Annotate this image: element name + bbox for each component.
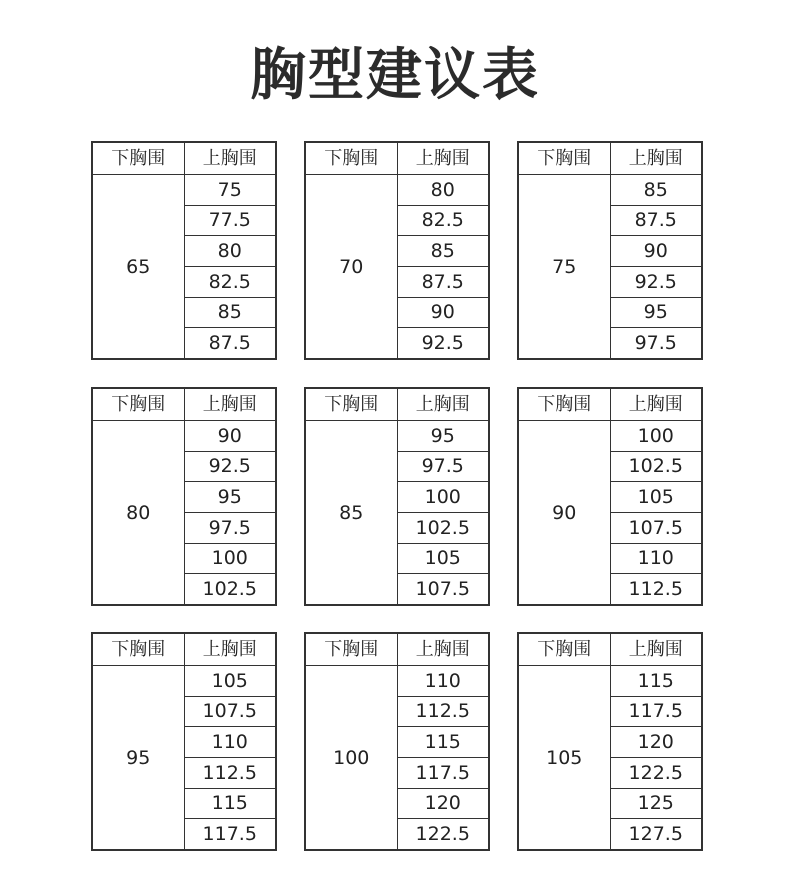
upper-bust-value: 110 — [184, 727, 276, 758]
table-row — [92, 666, 276, 697]
under-bust-header: 下胸围 — [92, 633, 184, 666]
size-table — [304, 387, 490, 606]
under-bust-header: 下胸围 — [92, 388, 184, 421]
upper-bust-value: 107.5 — [610, 512, 702, 543]
upper-bust-value: 82.5 — [184, 266, 276, 297]
upper-bust-value: 95 — [184, 482, 276, 513]
under-bust-value: 95 — [92, 666, 184, 851]
upper-bust-value: 115 — [397, 727, 489, 758]
upper-bust-value: 85 — [184, 297, 276, 328]
under-bust-header: 下胸围 — [518, 388, 610, 421]
upper-bust-value: 80 — [184, 236, 276, 267]
upper-bust-value: 102.5 — [184, 574, 276, 605]
upper-bust-value: 117.5 — [184, 819, 276, 850]
upper-bust-value: 90 — [610, 236, 702, 267]
upper-bust-header: 上胸围 — [184, 388, 276, 421]
upper-bust-value: 92.5 — [184, 451, 276, 482]
under-bust-value: 65 — [92, 175, 184, 360]
upper-bust-header: 上胸围 — [184, 142, 276, 175]
table-row — [92, 175, 276, 206]
upper-bust-value: 122.5 — [610, 757, 702, 788]
upper-bust-value: 110 — [397, 666, 489, 697]
upper-bust-header: 上胸围 — [397, 142, 489, 175]
under-bust-header: 下胸围 — [305, 388, 397, 421]
upper-bust-value: 92.5 — [610, 266, 702, 297]
upper-bust-value: 110 — [610, 543, 702, 574]
table-row — [305, 666, 489, 697]
upper-bust-value: 102.5 — [397, 512, 489, 543]
under-bust-value: 90 — [518, 421, 610, 606]
size-table — [517, 632, 703, 851]
size-table — [91, 387, 277, 606]
under-bust-header: 下胸围 — [92, 142, 184, 175]
upper-bust-value: 115 — [610, 666, 702, 697]
upper-bust-value: 92.5 — [397, 328, 489, 359]
upper-bust-header: 上胸围 — [397, 388, 489, 421]
upper-bust-value: 95 — [397, 421, 489, 452]
upper-bust-value: 87.5 — [397, 266, 489, 297]
upper-bust-value: 122.5 — [397, 819, 489, 850]
under-bust-header: 下胸围 — [305, 633, 397, 666]
upper-bust-header: 上胸围 — [610, 388, 702, 421]
table-row — [518, 175, 702, 206]
upper-bust-value: 87.5 — [610, 205, 702, 236]
upper-bust-value: 105 — [610, 482, 702, 513]
table-header-row — [305, 388, 489, 421]
upper-bust-value: 90 — [397, 297, 489, 328]
upper-bust-value: 85 — [610, 175, 702, 206]
table-row — [305, 175, 489, 206]
upper-bust-value: 82.5 — [397, 205, 489, 236]
table-header-row — [92, 142, 276, 175]
under-bust-value: 80 — [92, 421, 184, 606]
size-table — [517, 387, 703, 606]
upper-bust-value: 90 — [184, 421, 276, 452]
upper-bust-value: 100 — [397, 482, 489, 513]
upper-bust-value: 97.5 — [184, 512, 276, 543]
under-bust-header: 下胸围 — [305, 142, 397, 175]
size-table — [517, 141, 703, 360]
upper-bust-value: 112.5 — [397, 696, 489, 727]
table-header-row — [305, 633, 489, 666]
upper-bust-value: 117.5 — [397, 757, 489, 788]
upper-bust-value: 77.5 — [184, 205, 276, 236]
upper-bust-value: 75 — [184, 175, 276, 206]
size-table — [91, 141, 277, 360]
table-header-row — [518, 142, 702, 175]
under-bust-value: 70 — [305, 175, 397, 360]
page-title: 胸型建议表 — [250, 43, 540, 108]
table-header-row — [92, 633, 276, 666]
under-bust-value: 100 — [305, 666, 397, 851]
upper-bust-header: 上胸围 — [397, 633, 489, 666]
upper-bust-value: 127.5 — [610, 819, 702, 850]
size-table — [91, 632, 277, 851]
size-table — [304, 141, 490, 360]
under-bust-header: 下胸围 — [518, 633, 610, 666]
table-row — [518, 666, 702, 697]
under-bust-value: 85 — [305, 421, 397, 606]
table-row — [92, 421, 276, 452]
upper-bust-value: 97.5 — [610, 328, 702, 359]
table-row — [518, 421, 702, 452]
upper-bust-value: 112.5 — [610, 574, 702, 605]
upper-bust-value: 85 — [397, 236, 489, 267]
upper-bust-header: 上胸围 — [610, 142, 702, 175]
upper-bust-value: 120 — [397, 788, 489, 819]
upper-bust-value: 100 — [610, 421, 702, 452]
table-header-row — [305, 142, 489, 175]
table-header-row — [92, 388, 276, 421]
under-bust-value: 75 — [518, 175, 610, 360]
upper-bust-header: 上胸围 — [184, 633, 276, 666]
upper-bust-value: 80 — [397, 175, 489, 206]
upper-bust-value: 117.5 — [610, 696, 702, 727]
upper-bust-header: 上胸围 — [610, 633, 702, 666]
table-row — [305, 421, 489, 452]
upper-bust-value: 105 — [184, 666, 276, 697]
size-table — [304, 632, 490, 851]
under-bust-value: 105 — [518, 666, 610, 851]
table-header-row — [518, 633, 702, 666]
upper-bust-value: 125 — [610, 788, 702, 819]
upper-bust-value: 115 — [184, 788, 276, 819]
upper-bust-value: 100 — [184, 543, 276, 574]
upper-bust-value: 107.5 — [184, 696, 276, 727]
upper-bust-value: 87.5 — [184, 328, 276, 359]
under-bust-header: 下胸围 — [518, 142, 610, 175]
upper-bust-value: 120 — [610, 727, 702, 758]
table-header-row — [518, 388, 702, 421]
upper-bust-value: 95 — [610, 297, 702, 328]
upper-bust-value: 97.5 — [397, 451, 489, 482]
upper-bust-value: 102.5 — [610, 451, 702, 482]
upper-bust-value: 112.5 — [184, 757, 276, 788]
upper-bust-value: 107.5 — [397, 574, 489, 605]
upper-bust-value: 105 — [397, 543, 489, 574]
